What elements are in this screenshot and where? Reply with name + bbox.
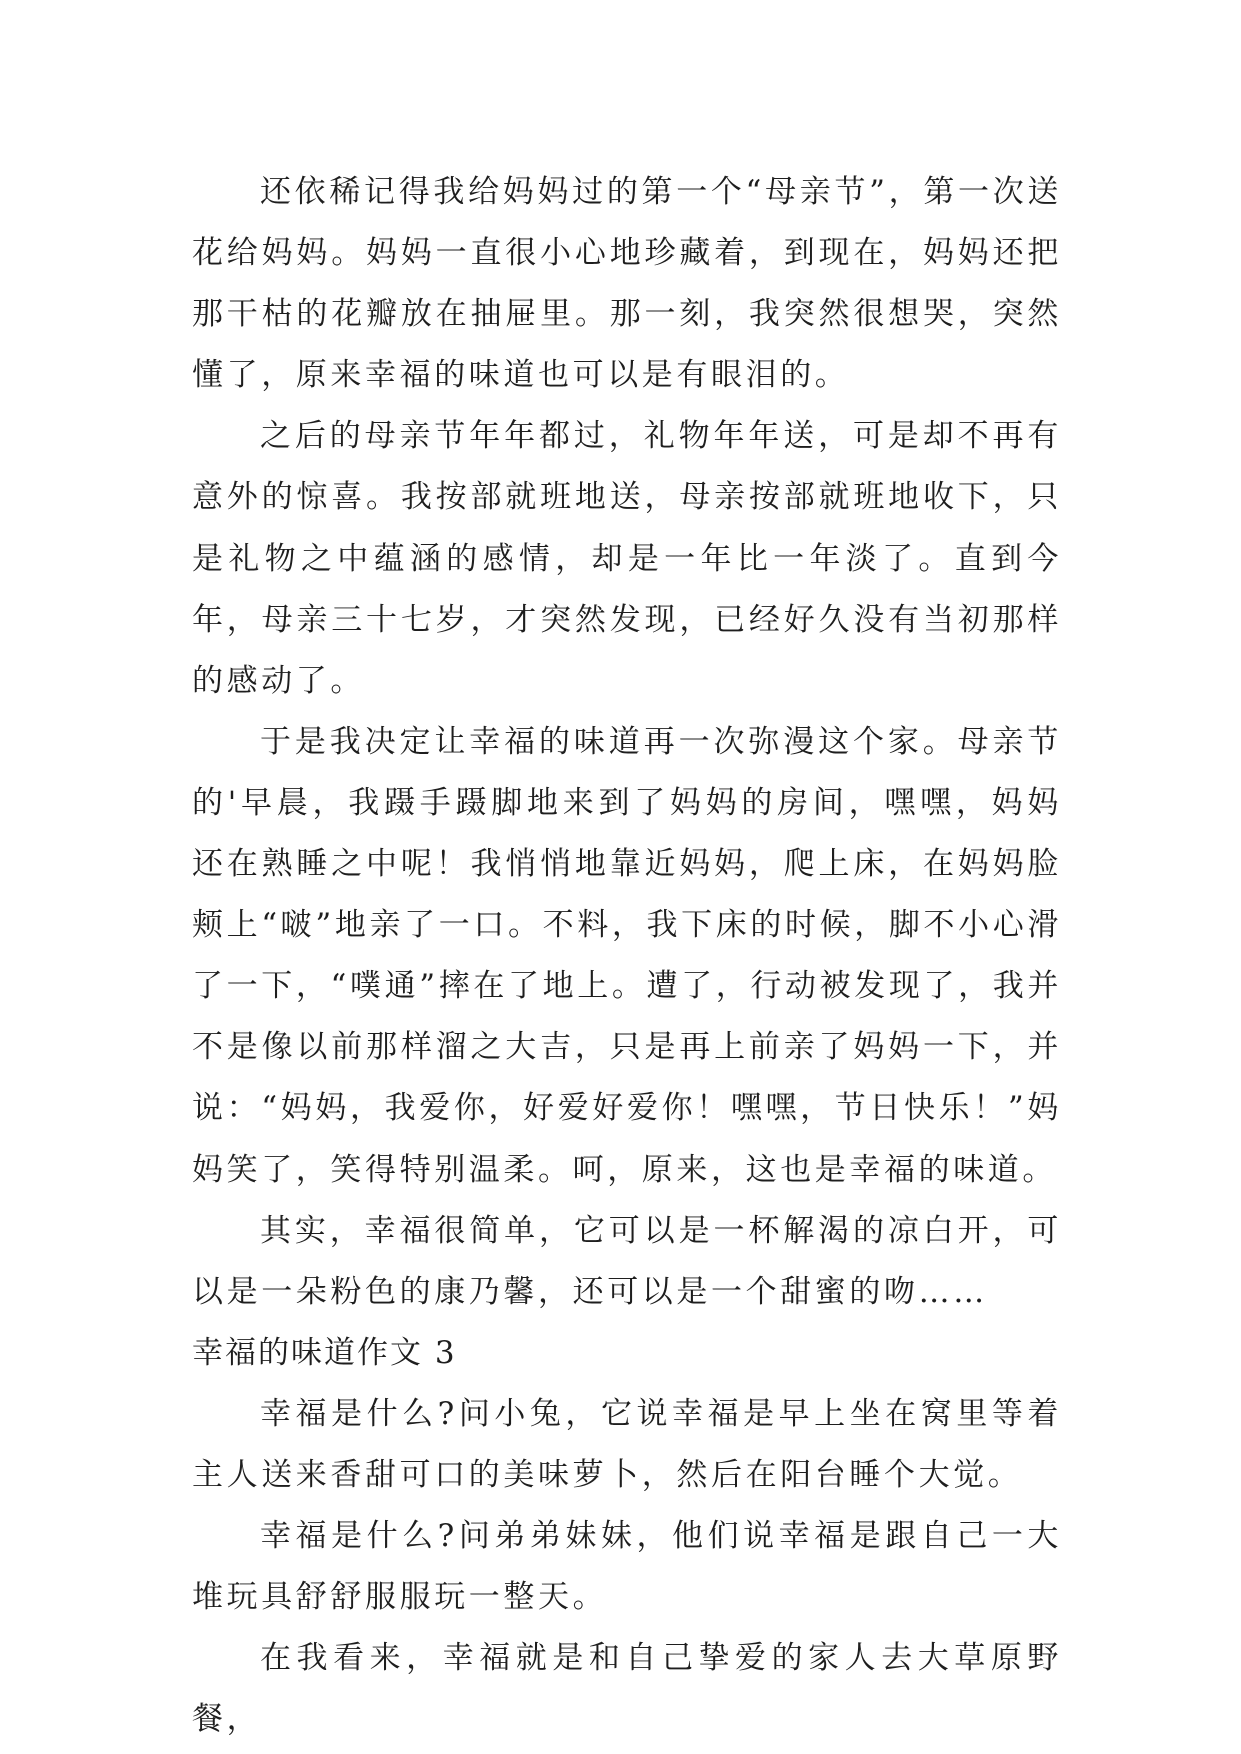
document-body [192,162,1062,1750]
paragraph-siblings: 幸福是什么?问弟弟妹妹，他们说幸福是跟自己一大堆玩具舒舒服服玩一整天。 [192,1518,1062,1616]
paragraph-happiness-simple: 其实，幸福很简单，它可以是一杯解渴的凉白开，可以是一朵粉色的康乃馨，还可以是一个甜蜜的吻…… [192,1212,1062,1310]
paragraph-rabbit: 幸福是什么?问小兔，它说幸福是早上坐在窝里等着主人送来香甜可口的美味萝卜，然后在阳台睡个大觉。 [192,1395,1062,1493]
section-title: 幸福的味道作文 3 [192,1334,457,1371]
paragraph-family-picnic: 在我看来，幸福就是和自己挚爱的家人去大草原野餐， [192,1640,1062,1738]
paragraph-first-mothers-day: 还依稀记得我给妈妈过的第一个“母亲节”，第一次送花给妈妈。妈妈一直很小心地珍藏着，到现在，妈妈还把那干枯的花瓣放在抽屉里。那一刻，我突然很想哭，突然懂了，原来幸福的味道也可以是有眼泪的。 [192,174,1062,394]
paragraph-yearly-gifts: 之后的母亲节年年都过，礼物年年送，可是却不再有意外的惊喜。我按部就班地送，母亲按部就班地收下，只是礼物之中蕴涵的感情，却是一年比一年淡了。直到今年，母亲三十七岁，才突然发现，已经好久没有当初那样的感动了。 [192,418,1062,699]
paragraph-morning-kiss: 于是我决定让幸福的味道再一次弥漫这个家。母亲节的'早晨，我蹑手蹑脚地来到了妈妈的房间，嘿嘿，妈妈还在熟睡之中呢！我悄悄地靠近妈妈，爬上床，在妈妈脸颊上“啵”地亲了一口。不料，我下床的时候，脚不小心滑了一下，“噗通”摔在了地上。遭了，行动被发现了，我并不是像以前那样溜之大吉，只是再上前亲了妈妈一下，并说：“妈妈，我爱你，好爱好爱你！嘿嘿，节日快乐！”妈妈笑了，笑得特别温柔。呵，原来，这也是幸福的味道。 [192,723,1062,1188]
